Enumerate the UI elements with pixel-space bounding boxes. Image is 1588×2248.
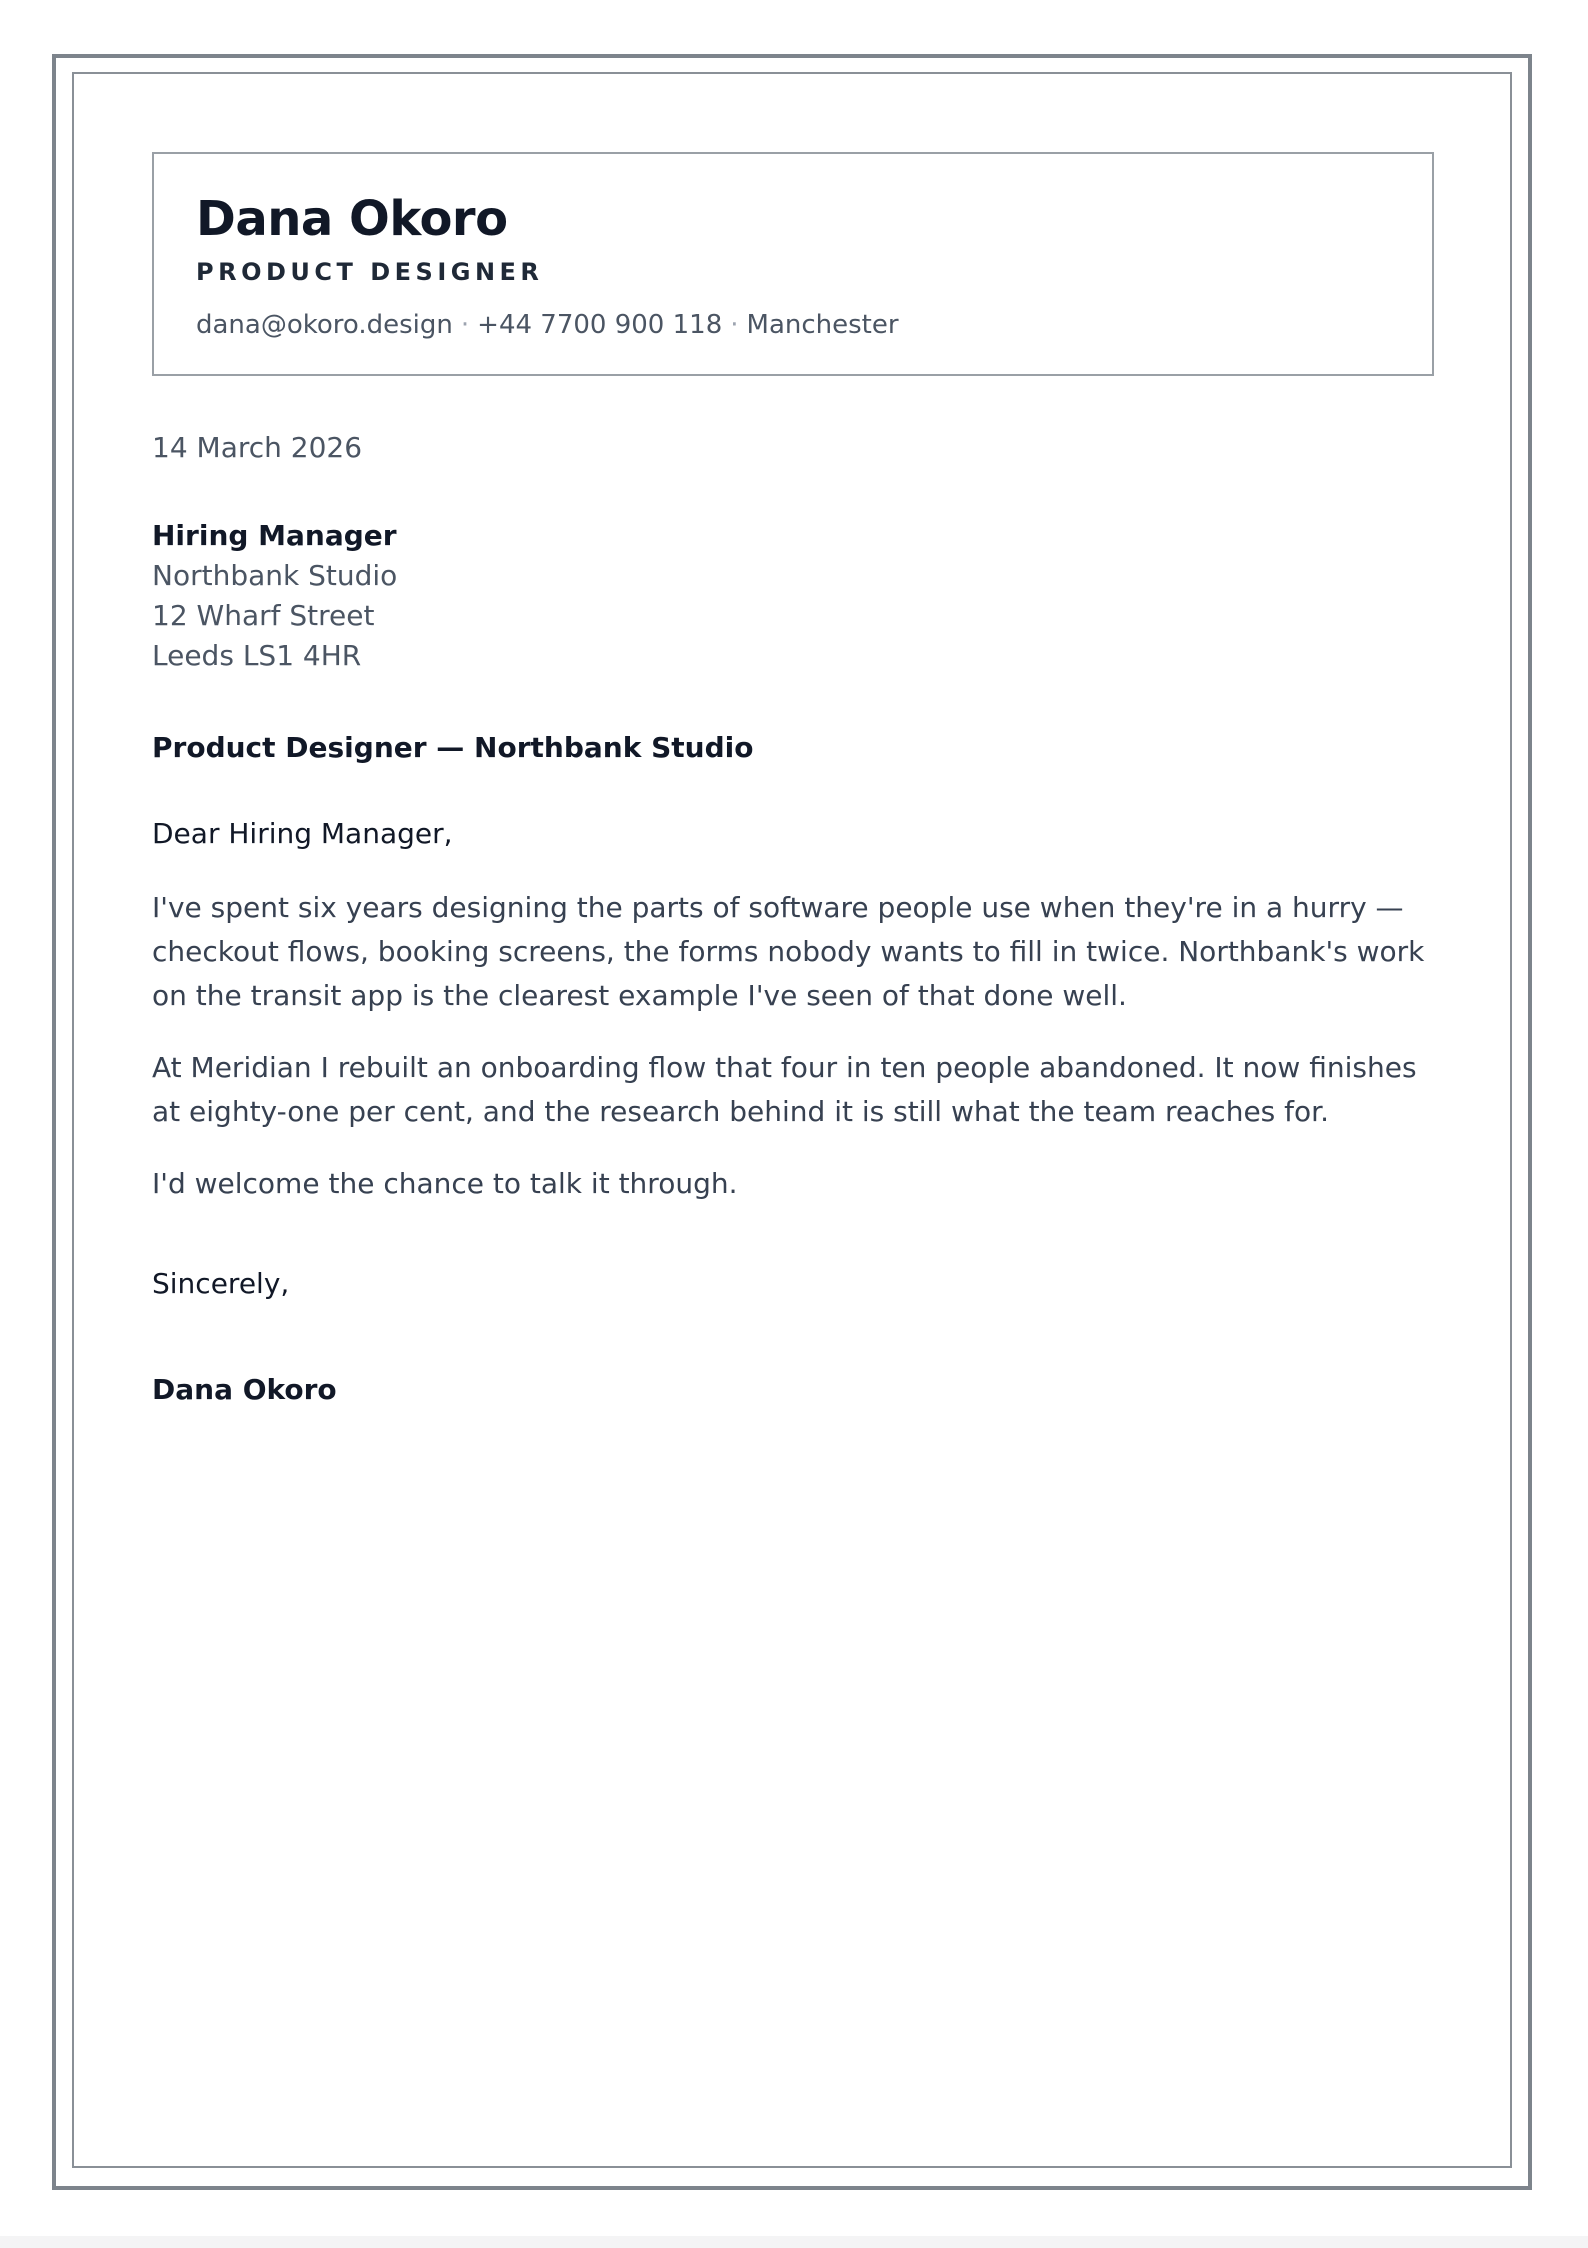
recipient-company: Northbank Studio: [152, 559, 398, 592]
letter-content: [152, 152, 1432, 1410]
recipient-city: Leeds LS1 4HR: [152, 639, 362, 672]
letter-subject: Product Designer — Northbank Studio: [152, 731, 754, 764]
sender-contact: [196, 308, 1390, 342]
sender-phone: +44 7700 900 118: [477, 310, 723, 340]
body-paragraph: I've spent six years designing the parts of software people use when they're in a hurry — checkout flows, booking screens, the forms nobody wants to fill in twice. Northbank's work on the transit app is the clearest example I've seen of that done well.: [152, 891, 1425, 1012]
body-paragraph: I'd welcome the chance to talk it through.: [152, 1167, 738, 1200]
contact-separator: ·: [730, 310, 739, 340]
signature-name: Dana Okoro: [152, 1373, 337, 1406]
salutation: Dear Hiring Manager,: [152, 817, 453, 850]
recipient-street: 12 Wharf Street: [152, 599, 375, 632]
body-paragraph: At Meridian I rebuilt an onboarding flow that four in ten people abandoned. It now finishes at eighty-one per cent, and the research behind it is still what the team reaches for.: [152, 1051, 1417, 1128]
contact-separator: ·: [460, 310, 470, 340]
closing: Sincerely,: [152, 1267, 290, 1300]
letterhead: [152, 152, 1434, 376]
sender-name: Dana Okoro: [196, 191, 508, 247]
sender-city: Manchester: [746, 310, 899, 340]
recipient-name: Hiring Manager: [152, 519, 397, 552]
letter-date: 14 March 2026: [152, 431, 363, 464]
recipient-address: [152, 516, 1432, 676]
sender-email: dana@okoro.design: [196, 310, 453, 340]
sender-title: PRODUCT DESIGNER: [196, 258, 544, 286]
